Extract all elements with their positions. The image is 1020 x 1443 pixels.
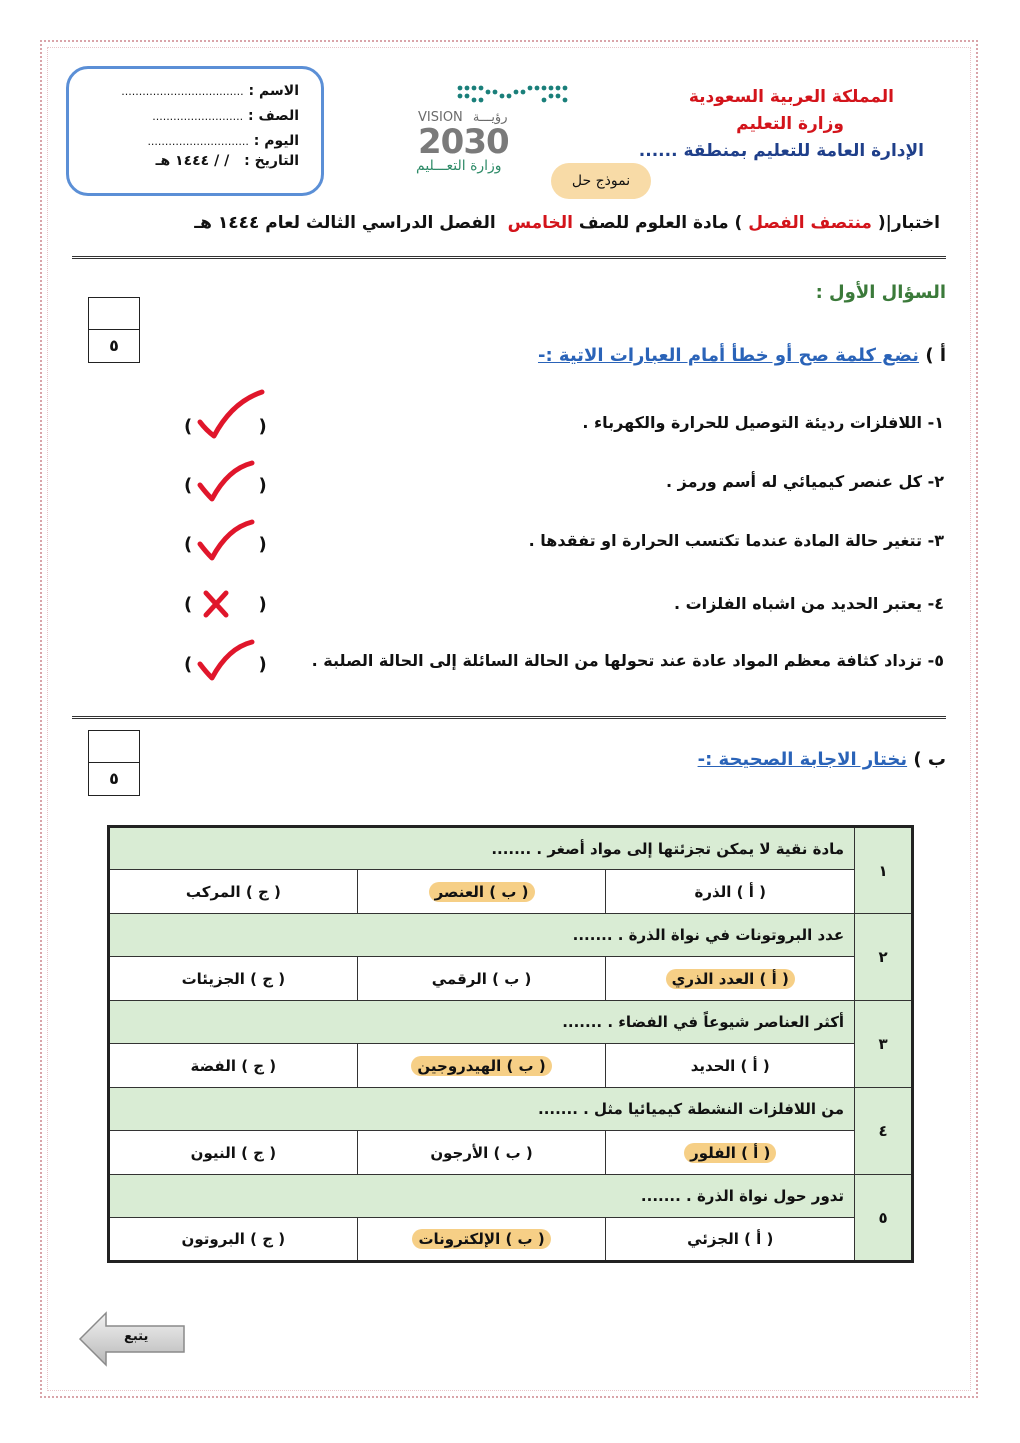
mcq-table [107, 825, 914, 1263]
check-icon [196, 638, 266, 682]
next-label: يتبع [124, 1329, 149, 1344]
mcq-question-row [109, 1175, 913, 1218]
mcq-number: ٥ [855, 1175, 913, 1262]
mcq-option[interactable]: ( ج ) النيون [109, 1131, 358, 1175]
grade-label: الخامس [507, 213, 573, 233]
name-field[interactable]: الاسم : ................................... [121, 83, 299, 99]
mcq-option[interactable]: ( أ ) الذرة [606, 870, 855, 914]
vision-year: 2030 [418, 122, 509, 162]
score-box-a [88, 297, 140, 363]
mcq-option[interactable]: ( ب ) الأرجون [357, 1131, 606, 1175]
check-icon [196, 518, 266, 562]
ministry-title: وزارة التعليم [736, 114, 844, 134]
mcq-number: ٤ [855, 1088, 913, 1175]
mcq-options-row [109, 957, 913, 1001]
answer-paren-4: ( ) [184, 594, 297, 615]
logo-ministry: وزارة التعـــليم [416, 158, 502, 174]
mcq-question-text: مادة نقية لا يمكن تجزئتها إلى مواد أصغر . ....... [109, 827, 855, 870]
kingdom-title: المملكة العربية السعودية [688, 87, 894, 107]
mcq-option-correct[interactable]: ( أ ) العدد الذري [606, 957, 855, 1001]
score-b: ٥ [109, 769, 119, 788]
mcq-question-row [109, 1001, 913, 1044]
answer-paren-3: ( ) [184, 534, 297, 555]
mcq-question-row [109, 1088, 913, 1131]
divider-top [72, 256, 946, 259]
mcq-option[interactable]: ( ج ) الفضة [109, 1044, 358, 1088]
class-field[interactable]: الصف : .......................... [152, 108, 299, 124]
mcq-option-correct[interactable]: ( ب ) العنصر [357, 870, 606, 914]
statement-5: ٥- تزداد كثافة معظم المواد عادة عند تحولها من الحالة السائلة إلى الحالة الصلبة . [311, 651, 944, 670]
exam-title: اختبار|( منتصف الفصل ) مادة العلوم للصف الخامس الفصل الدراسي الثالث لعام ١٤٤٤ هـ [194, 213, 940, 233]
mcq-option[interactable]: ( ج ) المركب [109, 870, 358, 914]
mcq-question-row [109, 914, 913, 957]
mcq-options-row [109, 870, 913, 914]
answer-paren-1: ( ) [184, 416, 297, 437]
date-field[interactable]: التاريخ : / / ١٤٤٤ هـ [155, 153, 299, 169]
dots-pattern-icon [456, 82, 612, 112]
mcq-question-text: من اللافلزات النشطة كيميائيا مثل . ....... [109, 1088, 855, 1131]
next-page-button[interactable] [78, 1310, 188, 1368]
mcq-number: ٣ [855, 1001, 913, 1088]
mcq-question-text: تدور حول نواة الذرة . ....... [109, 1175, 855, 1218]
mcq-option-correct[interactable]: ( أ ) الفلور [606, 1131, 855, 1175]
exam-type: منتصف الفصل [748, 213, 872, 233]
vision-logo [416, 82, 572, 178]
mcq-options-row [109, 1044, 913, 1088]
check-icon [196, 388, 266, 440]
cross-icon [201, 588, 231, 620]
mcq-number: ٢ [855, 914, 913, 1001]
divider-middle [72, 716, 946, 719]
mcq-number: ١ [855, 827, 913, 914]
score-a: ٥ [109, 336, 119, 355]
student-info-box [66, 66, 324, 196]
day-field[interactable]: اليوم : ............................. [147, 133, 299, 149]
mcq-question-row [109, 827, 913, 870]
vision-ar: رؤيـــة [472, 110, 508, 125]
statement-2: ٢- كل عنصر كيميائي له أسم ورمز . [665, 472, 944, 491]
vision-en: VISION [418, 110, 463, 125]
mcq-option-correct[interactable]: ( ب ) الإلكترونات [357, 1218, 606, 1262]
mcq-options-row [109, 1218, 913, 1262]
mcq-option[interactable]: ( ج ) البروتون [109, 1218, 358, 1262]
question-one-heading: السؤال الأول : [815, 282, 946, 303]
part-a-instruction: أ ) نضع كلمة صح أو خطأ أمام العبارات الاتية :- [537, 345, 946, 366]
mcq-option-correct[interactable]: ( ب ) الهيدروجين [357, 1044, 606, 1088]
mcq-option[interactable]: ( أ ) الجزئي [606, 1218, 855, 1262]
mcq-option[interactable]: ( أ ) الحديد [606, 1044, 855, 1088]
mcq-question-text: أكثر العناصر شيوعاً في الفضاء . ....... [109, 1001, 855, 1044]
statement-3: ٣- تتغير حالة المادة عندما تكتسب الحرارة او تفقدها . [528, 531, 944, 550]
statement-1: ١- اللافلزات رديئة التوصيل للحرارة والكهرباء . [582, 413, 944, 432]
statement-4: ٤- يعتبر الحديد من اشباه الفلزات . [673, 594, 944, 613]
part-b-instruction: ب ) نختار الاجابة الصحيحة :- [697, 749, 946, 770]
model-answer-badge: نموذج حل [551, 163, 651, 199]
mcq-option[interactable]: ( ب ) الرقمي [357, 957, 606, 1001]
header-block [639, 84, 924, 165]
score-box-b [88, 730, 140, 796]
mcq-question-text: عدد البروتونات في نواة الذرة . ....... [109, 914, 855, 957]
directorate-title: الإدارة العامة للتعليم بمنطقة ...... [638, 141, 924, 161]
mcq-option[interactable]: ( ج ) الجزيئات [109, 957, 358, 1001]
mcq-options-row [109, 1131, 913, 1175]
answer-paren-2: ( ) [184, 475, 297, 496]
answer-paren-5: ( ) [184, 654, 297, 675]
check-icon [196, 459, 266, 503]
